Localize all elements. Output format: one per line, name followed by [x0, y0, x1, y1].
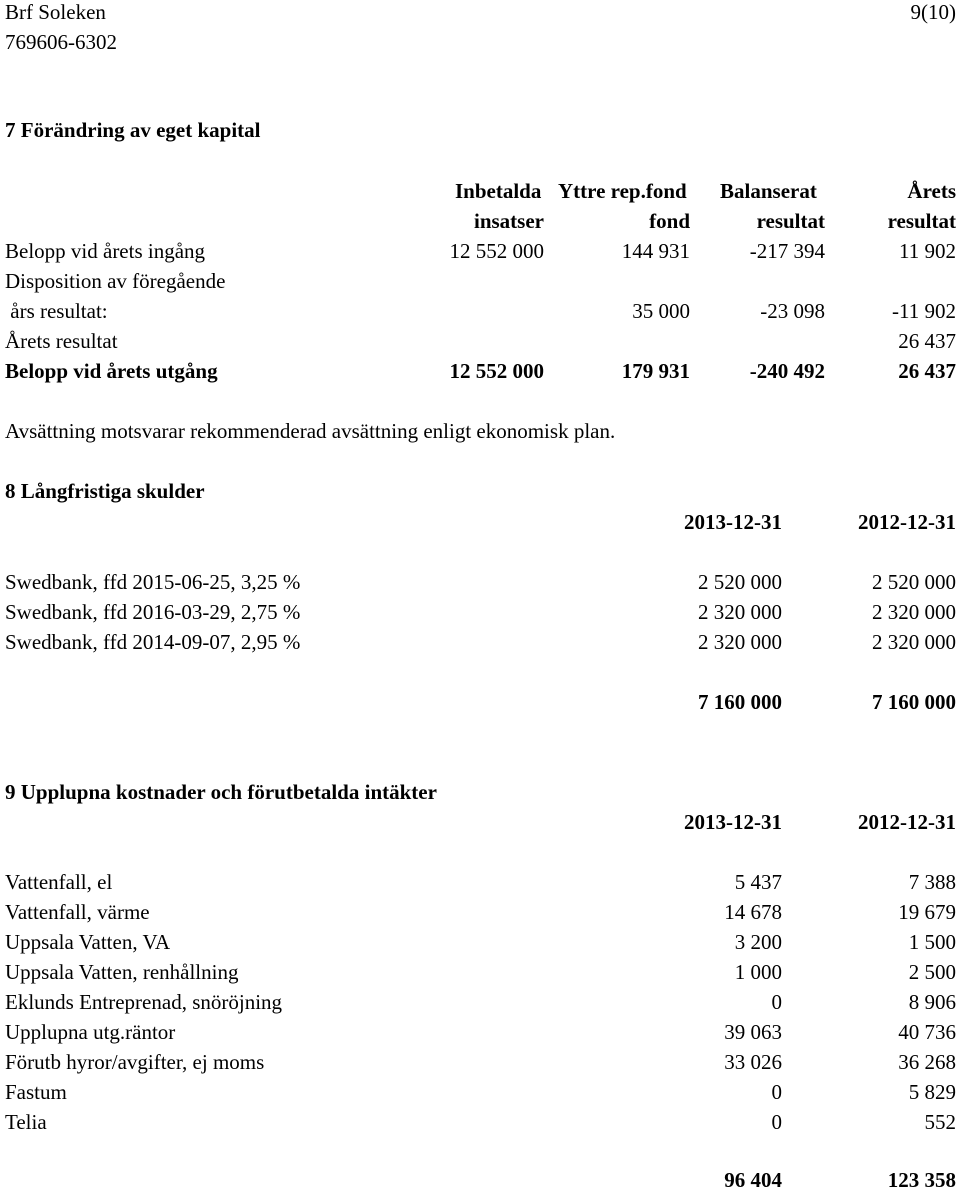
- col-header-resultat: resultat: [756, 209, 825, 233]
- col-header-fond: fond: [649, 209, 690, 233]
- cell-value: 2 500: [908, 960, 956, 984]
- row-label: Eklunds Entreprenad, snöröjning: [5, 990, 283, 1014]
- cell-value: 2 320 000: [698, 600, 782, 624]
- cell-value: 3 200: [734, 930, 782, 954]
- row-label: års resultat:: [5, 299, 108, 323]
- col-header-inbetalda: Inbetalda: [455, 179, 542, 203]
- cell-value: 26 437: [898, 329, 956, 353]
- cell-value: 179 931: [621, 359, 690, 383]
- row-label: Belopp vid årets utgång: [5, 359, 218, 383]
- row-label: Swedbank, ffd 2016-03-29, 2,75 %: [5, 600, 301, 624]
- cell-value: 19 679: [898, 900, 956, 924]
- section-8-title: 8 Långfristiga skulder: [5, 479, 205, 503]
- cell-value: 552: [924, 1110, 956, 1134]
- row-label: Årets resultat: [5, 329, 118, 353]
- row-label: Disposition av föregående: [5, 269, 226, 293]
- row-label: Swedbank, ffd 2015-06-25, 3,25 %: [5, 570, 301, 594]
- cell-value: 2 320 000: [872, 630, 956, 654]
- cell-value: 26 437: [898, 359, 956, 383]
- col-header-yttre-rep-fond: Yttre rep.fond: [558, 179, 687, 203]
- total-2013: 7 160 000: [698, 690, 782, 714]
- cell-value: 8 906: [908, 990, 956, 1014]
- cell-value: 7 388: [908, 870, 956, 894]
- section-7-title: 7 Förändring av eget kapital: [5, 118, 261, 142]
- cell-value: 39 063: [724, 1020, 782, 1044]
- col-header-arets: Årets: [907, 179, 956, 203]
- cell-value: 1 000: [734, 960, 782, 984]
- cell-value: 5 829: [908, 1080, 956, 1104]
- section-9-title: 9 Upplupna kostnader och förutbetalda intäkter: [5, 780, 437, 804]
- total-2013: 96 404: [724, 1168, 782, 1192]
- col-header-balanserat: Balanserat: [720, 179, 817, 203]
- org-number: 769606-6302: [5, 30, 117, 54]
- org-name: Brf Soleken: [5, 0, 106, 24]
- row-label: Swedbank, ffd 2014-09-07, 2,95 %: [5, 630, 301, 654]
- cell-value: 144 931: [621, 239, 690, 263]
- cell-value: 40 736: [898, 1020, 956, 1044]
- cell-value: 2 520 000: [872, 570, 956, 594]
- cell-value: 2 520 000: [698, 570, 782, 594]
- cell-value: 0: [771, 1110, 782, 1134]
- col-header-2013: 2013-12-31: [684, 510, 782, 534]
- cell-value: 0: [771, 1080, 782, 1104]
- col-header-2012: 2012-12-31: [858, 510, 956, 534]
- row-label: Förutb hyror/avgifter, ej moms: [5, 1050, 265, 1074]
- row-label: Belopp vid årets ingång: [5, 239, 206, 263]
- col-header-2013: 2013-12-31: [684, 810, 782, 834]
- cell-value: 5 437: [734, 870, 782, 894]
- cell-value: 0: [771, 990, 782, 1014]
- cell-value: 14 678: [724, 900, 782, 924]
- cell-value: 36 268: [898, 1050, 956, 1074]
- section-7-note: Avsättning motsvarar rekommenderad avsättning enligt ekonomisk plan.: [5, 419, 616, 443]
- cell-value: -23 098: [760, 299, 825, 323]
- cell-value: 11 902: [899, 239, 956, 263]
- row-label: Fastum: [5, 1080, 67, 1104]
- col-header-insatser: insatser: [474, 209, 544, 233]
- row-label: Telia: [5, 1110, 47, 1134]
- row-label: Uppsala Vatten, VA: [5, 930, 171, 954]
- cell-value: 35 000: [632, 299, 690, 323]
- row-label: Uppsala Vatten, renhållning: [5, 960, 239, 984]
- cell-value: 2 320 000: [872, 600, 956, 624]
- total-2012: 7 160 000: [872, 690, 956, 714]
- cell-value: 12 552 000: [449, 359, 544, 383]
- cell-value: 12 552 000: [449, 239, 544, 263]
- page-number: 9(10): [910, 0, 956, 24]
- cell-value: -11 902: [892, 299, 956, 323]
- row-label: Vattenfall, värme: [5, 900, 150, 924]
- row-label: Vattenfall, el: [5, 870, 113, 894]
- cell-value: 33 026: [724, 1050, 782, 1074]
- row-label: Upplupna utg.räntor: [5, 1020, 176, 1044]
- cell-value: -217 394: [749, 239, 825, 263]
- cell-value: 2 320 000: [698, 630, 782, 654]
- cell-value: 1 500: [908, 930, 956, 954]
- col-header-resultat-2: resultat: [887, 209, 956, 233]
- cell-value: -240 492: [749, 359, 825, 383]
- col-header-2012: 2012-12-31: [858, 810, 956, 834]
- total-2012: 123 358: [887, 1168, 956, 1192]
